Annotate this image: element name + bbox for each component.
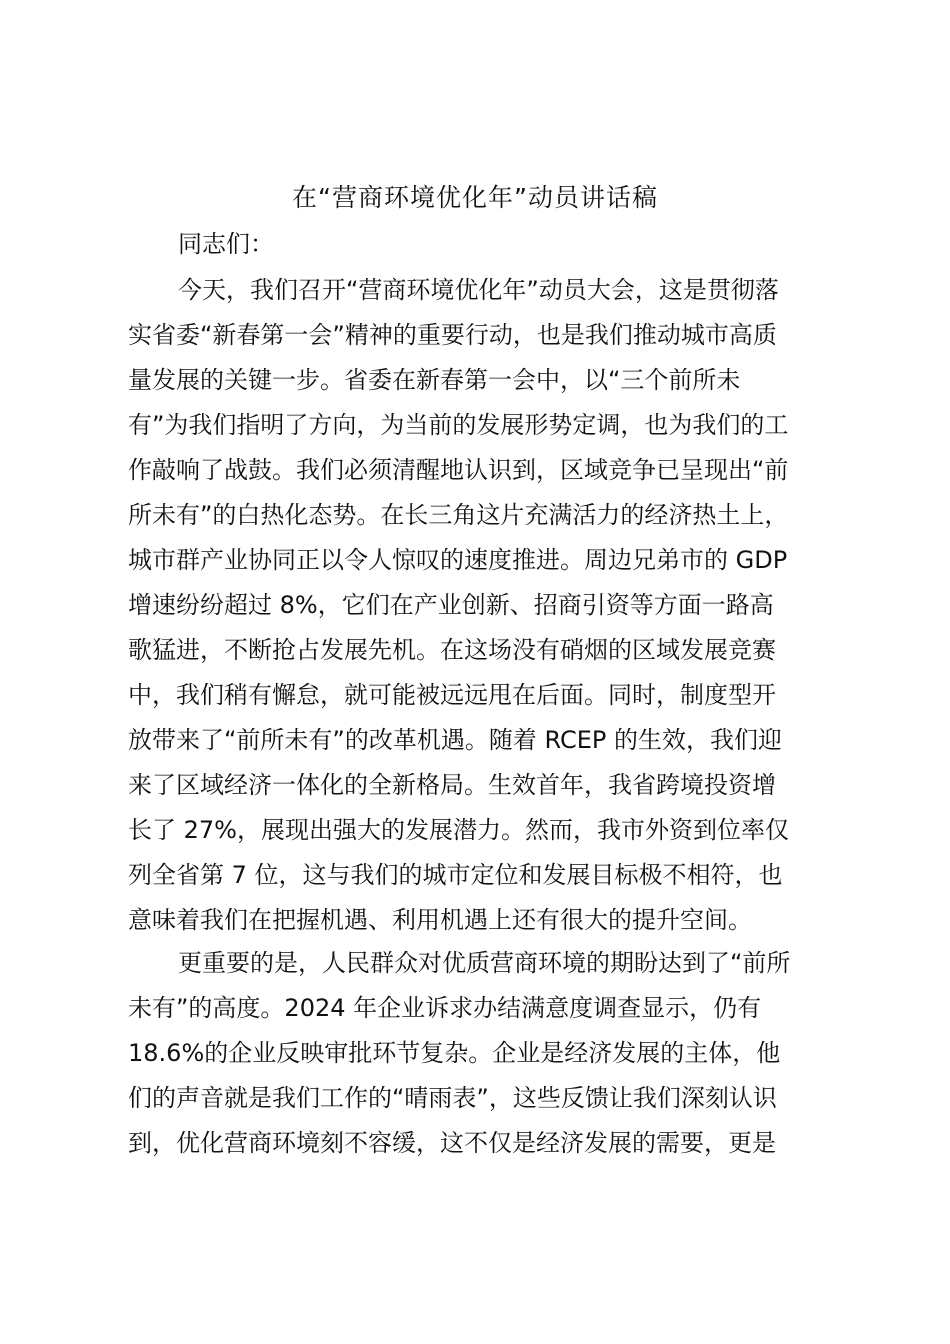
- paragraph-line: 有”为我们指明了方向，为当前的发展形势定调，也为我们的工: [128, 411, 789, 439]
- paragraph-line: 所未有”的白热化态势。在长三角这片充满活力的经济热土上，: [128, 501, 789, 529]
- paragraph-line: 量发展的关键一步。省委在新春第一会中，以“三个前所未: [128, 366, 741, 394]
- paragraph-line: 城市群产业协同正以令人惊叹的速度推进。周边兄弟市的 GDP: [128, 546, 788, 574]
- paragraph-line: 列全省第 7 位，这与我们的城市定位和发展目标极不相符，也: [128, 861, 783, 889]
- paragraph-line: 到，优化营商环境刻不容缓，这不仅是经济发展的需要，更是: [128, 1129, 776, 1157]
- paragraph-line: 作敲响了战鼓。我们必须清醒地认识到，区域竞争已呈现出“前: [128, 456, 789, 484]
- paragraph-line: 意味着我们在把握机遇、利用机遇上还有很大的提升空间。: [128, 906, 752, 934]
- paragraph-line: 放带来了“前所未有”的改革机遇。随着 RCEP 的生效，我们迎: [128, 726, 782, 754]
- paragraph-line: 18.6%的企业反映审批环节复杂。企业是经济发展的主体，他: [128, 1039, 781, 1067]
- paragraph-line: 增速纷纷超过 8%，它们在产业创新、招商引资等方面一路高: [128, 591, 774, 619]
- paragraph-line: 未有”的高度。2024 年企业诉求办结满意度调查显示，仍有: [128, 994, 762, 1022]
- document-title: 在“营商环境优化年”动员讲话稿: [292, 183, 658, 212]
- salutation: 同志们：: [178, 230, 274, 258]
- paragraph-line: 更重要的是，人民群众对优质营商环境的期盼达到了“前所: [178, 949, 791, 977]
- paragraph-line: 歌猛进，不断抢占发展先机。在这场没有硝烟的区域发展竞赛: [128, 636, 776, 664]
- paragraph-line: 来了区域经济一体化的全新格局。生效首年，我省跨境投资增: [128, 771, 776, 799]
- paragraph-line: 们的声音就是我们工作的“晴雨表”，这些反馈让我们深刻认识: [128, 1084, 777, 1112]
- paragraph-line: 长了 27%，展现出强大的发展潜力。然而，我市外资到位率仅: [128, 816, 789, 844]
- paragraph-line: 实省委“新春第一会”精神的重要行动，也是我们推动城市高质: [128, 321, 777, 349]
- paragraph-line: 今天，我们召开“营商环境优化年”动员大会，这是贯彻落: [178, 276, 779, 304]
- paragraph-line: 中，我们稍有懈怠，就可能被远远甩在后面。同时，制度型开: [128, 681, 776, 709]
